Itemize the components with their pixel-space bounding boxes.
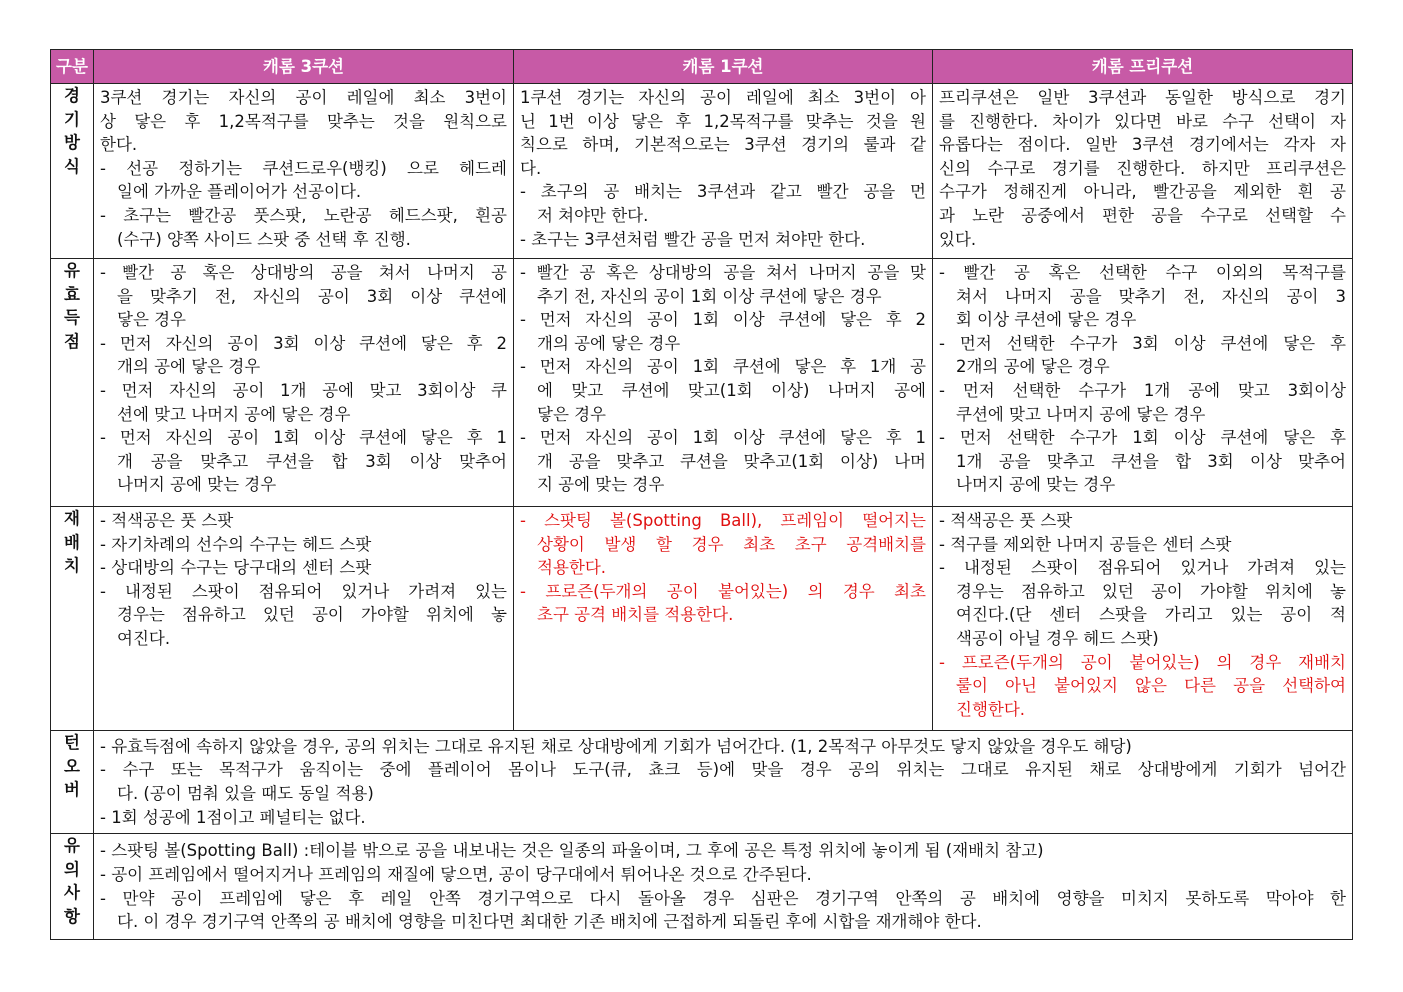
row-valid-score [51,259,1353,507]
cell-valid-3-cushion: - 빨간 공 혹은 상대방의 공을 쳐서 나머지 공 을 맞추기 전, 자신의 공이 3회 이상 쿠션에 닿은 경우 - 먼저 자신의 공이 3회 이상 쿠션에 닿은 후 2 개의 공에 닿은 경우 - 먼저 자신의 공이 1개 공에 맞고 3회이상 쿠 션에 맞고 나머지 공에 닿은 경우 - 먼저 자신의 공이 1회 이상 쿠션에 닿은 후 1 개 공을 맞추고 쿠션을 합 3회 이상 맞추어 나머지 공에 맞는 경우 [94,259,514,507]
cell-valid-1-cushion: - 빨간 공 혹은 상대방의 공을 쳐서 나머지 공을 맞 추기 전, 자신의 공이 1회 이상 쿠션에 닿은 경우 - 먼저 자신의 공이 1회 이상 쿠션에 닿은 후 2 개의 공에 닿은 경우 - 먼저 자신의 공이 1회 쿠션에 닿은 후 1개 공 에 맞고 쿠션에 맞고(1회 이상) 나머지 공에 닿은 경우 - 먼저 자신의 공이 1회 이상 쿠션에 닿은 후 1 개 공을 맞추고 쿠션을 맞추고(1회 이상) 나머 지 공에 맞는 경우 [514,259,933,507]
header-1-cushion: 캐롬 1쿠션 [514,50,933,84]
row-label-notes: 유 의 사 항 [51,834,94,940]
header-category: 구분 [51,50,94,84]
cell-notes: - 스팟팅 볼(Spotting Ball) :테이블 밖으로 공을 내보내는 것은 일종의 파울이며, 그 후에 공은 특정 위치에 놓이게 됨 (재배치 참고) - 공이 프레임에서 떨어지거나 프레임의 재질에 닿으면, 공이 당구대에서 튀어나온 것으로 간주된다. - 만약 공이 프레임에 닿은 후 레일 안쪽 경기구역으로 다시 돌아올 경우 심판은 경기구역 안쪽의 공 배치에 영향을 미치지 못하도록 막아야 한 다. 이 경우 경기구역 안쪽의 공 배치에 영향을 미친다면 최대한 기존 배치에 근접하게 되돌린 후에 시합을 재개해야 한다. [94,834,1353,940]
header-row [51,50,1353,84]
cell-respot-3-cushion: - 적색공은 풋 스팟 - 자기차례의 선수의 수구는 헤드 스팟 - 상대방의 수구는 당구대의 센터 스팟 - 내정된 스팟이 점유되어 있거나 가려져 있는 경우는 점유하고 있던 공이 가야할 위치에 놓 여진다. [94,507,514,731]
row-turnover [51,731,1353,834]
row-notes [51,834,1353,940]
row-respot [51,507,1353,731]
row-label-game-method: 경 기 방 식 [51,84,94,259]
cell-respot-free-cushion: - 적색공은 풋 스팟 - 적구를 제외한 나머지 공들은 센터 스팟 - 내정된 스팟이 점유되어 있거나 가려져 있는 경우는 점유하고 있던 공이 가야할 위치에 놓 여진다.(단 센터 스팟을 가리고 있는 공이 적 색공이 아닐 경우 헤드 스팟) - 프로즌(두개의 공이 붙어있는) 의 경우 재배치 룰이 아닌 붙어있지 않은 다른 공을 선택하여 진행한다. [933,507,1353,731]
row-game-method [51,84,1353,259]
cell-turnover: - 유효득점에 속하지 않았을 경우, 공의 위치는 그대로 유지된 채로 상대방에게 기회가 넘어간다. (1, 2목적구 아무것도 닿지 않았을 경우도 해당) - 수구 또는 목적구가 움직이는 중에 플레이어 몸이나 도구(큐, 쵸크 등)에 맞을 경우 공의 위치는 그대로 유지된 채로 상대방에게 기회가 넘어간 다. (공이 멈춰 있을 때도 동일 적용) - 1회 성공에 1점이고 페널티는 없다. [94,731,1353,834]
row-label-respot: 재 배 치 [51,507,94,731]
row-label-valid-score: 유 효 득 점 [51,259,94,507]
cell-respot-1-cushion: - 스팟팅 볼(Spotting Ball), 프레임이 떨어지는 상황이 발생 할 경우 최초 초구 공격배치를 적용한다. - 프로즌(두개의 공이 붙어있는) 의 경우 최초 초구 공격 배치를 적용한다. [514,507,933,731]
header-free-cushion: 캐롬 프리쿠션 [933,50,1353,84]
header-3-cushion: 캐롬 3쿠션 [94,50,514,84]
cell-valid-free-cushion: - 빨간 공 혹은 선택한 수구 이외의 목적구를 쳐서 나머지 공을 맞추기 전, 자신의 공이 3 회 이상 쿠션에 닿은 경우 - 먼저 선택한 수구가 3회 이상 쿠션에 닿은 후 2개의 공에 닿은 경우 - 먼저 선택한 수구가 1개 공에 맞고 3회이상 쿠션에 맞고 나머지 공에 닿은 경우 - 먼저 선택한 수구가 1회 이상 쿠션에 닿은 후 1개 공을 맞추고 쿠션을 합 3회 이상 맞추어 나머지 공에 맞는 경우 [933,259,1353,507]
cell-method-free-cushion: 프리쿠션은 일반 3쿠션과 동일한 방식으로 경기 를 진행한다. 차이가 있다면 바로 수구 선택이 자 유롭다는 점이다. 일반 3쿠션 경기에서는 각자 자 신의 수구로 경기를 진행한다. 하지만 프리쿠션은 수구가 정해진게 아니라, 빨간공을 제외한 흰 공 과 노란 공중에서 편한 공을 수구로 선택할 수 있다. [933,84,1353,259]
cell-method-3-cushion: 3쿠션 경기는 자신의 공이 레일에 최소 3번이 상 닿은 후 1,2목적구를 맞추는 것을 원칙으로 한다. - 선공 정하기는 쿠션드로우(뱅킹) 으로 헤드레 일에 가까운 플레이어가 선공이다. - 초구는 빨간공 풋스팟, 노란공 헤드스팟, 흰공 (수구) 양쪽 사이드 스팟 중 선택 후 진행. [94,84,514,259]
cell-method-1-cushion: 1쿠션 경기는 자신의 공이 레일에 최소 3번이 아 닌 1번 이상 닿은 후 1,2목적구를 맞추는 것을 원 칙으로 하며, 기본적으로는 3쿠션 경기의 룰과 같 다. - 초구의 공 배치는 3쿠션과 같고 빨간 공을 먼 저 쳐야만 한다. - 초구는 3쿠션처럼 빨간 공을 먼저 쳐야만 한다. [514,84,933,259]
carom-rules-table [50,49,1353,940]
row-label-turnover: 턴 오 버 [51,731,94,834]
